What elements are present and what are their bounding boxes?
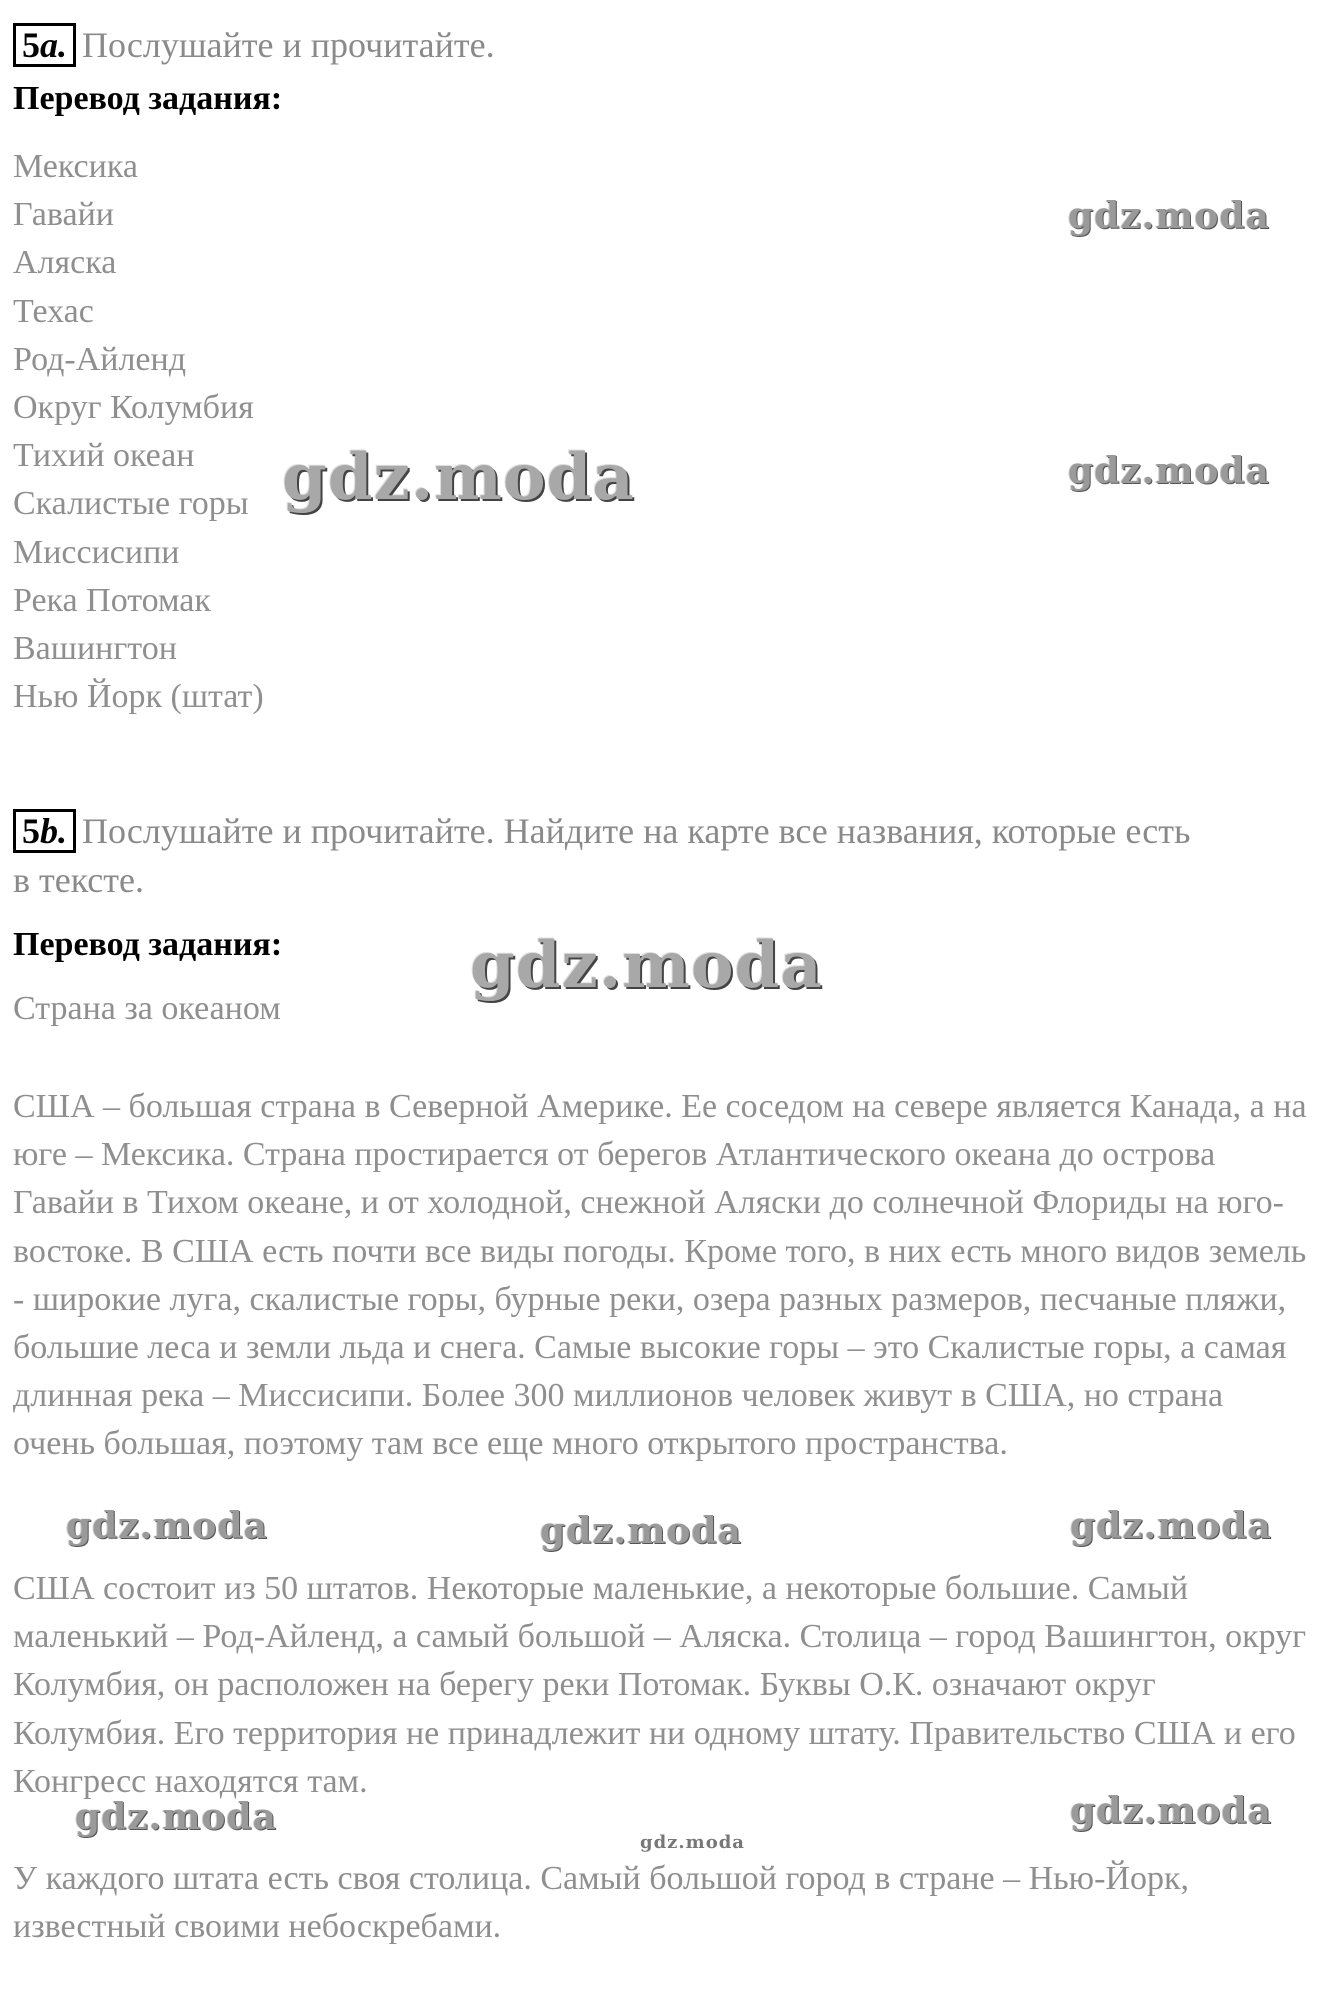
watermark: gdz.moda (75, 1796, 277, 1838)
word-list-item: Гавайи (13, 196, 114, 234)
word-list-item: Миссисипи (13, 533, 180, 571)
word-list-item: Нью Йорк (штат) (13, 678, 264, 716)
task-5a-word-list (13, 143, 264, 721)
watermark: gdz.moda (1070, 1505, 1272, 1547)
word-list-item: Аляска (13, 244, 117, 282)
paragraph-3: У каждого штата есть своя столица. Самый большой город в стране – Нью-Йорк, известный своими небоскребами. (13, 1860, 1189, 1946)
word-list-item: Округ Колумбия (13, 389, 254, 427)
task-5a-number-box: 5a. (13, 23, 76, 67)
word-list-item: Скалистые горы (13, 485, 249, 523)
watermark: gdz.moda (1068, 450, 1270, 492)
watermark: gdz.moda (540, 1510, 742, 1552)
task-5b-header (13, 808, 1190, 854)
task-5b-translation-label: Перевод задания: (13, 926, 283, 963)
watermark: gdz.moda (470, 928, 823, 1003)
task-5a-instruction: Послушайте и прочитайте. (82, 25, 495, 65)
watermark: gdz.moda (1070, 1790, 1272, 1832)
paragraph-2: США состоит из 50 штатов. Некоторые маленькие, а некоторые большие. Самый маленький – Род-Айленд, а самый большой – Аляска. Столица – город Вашингтон, округ Колумбия, он расположен на берегу реки Потомак. Буквы О.К. означают округ Колумбия. Его территория не принадлежит ни одному штату. Правительство США и его Конгресс находятся там. (13, 1570, 1307, 1800)
word-list-item: Вашингтон (13, 630, 177, 668)
word-list-item: Род-Айленд (13, 340, 187, 378)
paragraph-1: США – большая страна в Северной Америке. Ее соседом на севере является Канада, а на юге – Мексика. Страна простирается от берегов Атлантического океана до острова Гавайи в Тихом океане, и от холодной, снежной Аляски до солнечной Флориды на юго-востоке. В США есть почти все виды погоды. Кроме того, в них есть много видов земель - широкие луга, скалистые горы, бурные реки, озера разных размеров, песчаные пляжи, большие леса и земли льда и снега. Самые высокие горы – это Скалистые горы, а самая длинная река – Миссисипи. Более 300 миллионов человек живут в США, но страна очень большая, поэтому там все еще много открытого пространства. (13, 1088, 1307, 1463)
word-list-item: Техас (13, 292, 94, 330)
task-5b-number-box: 5b. (13, 809, 76, 853)
word-list-item: Мексика (13, 148, 138, 185)
word-list-item: Тихий океан (13, 437, 195, 475)
task-5b-instruction-line2: в тексте. (13, 860, 144, 900)
task-5a-translation-label: Перевод задания: (13, 80, 283, 117)
watermark: gdz.moda (66, 1505, 268, 1547)
task-5b-instruction-line1: Послушайте и прочитайте. Найдите на карте все названия, которые есть (82, 811, 1191, 851)
text-title: Страна за океаном (13, 990, 281, 1027)
watermark: gdz.moda (1068, 195, 1270, 237)
word-list-item: Река Потомак (13, 581, 211, 619)
task-5a-header (13, 22, 495, 68)
watermark: gdz.moda (640, 1832, 745, 1853)
watermark: gdz.moda (282, 440, 635, 515)
